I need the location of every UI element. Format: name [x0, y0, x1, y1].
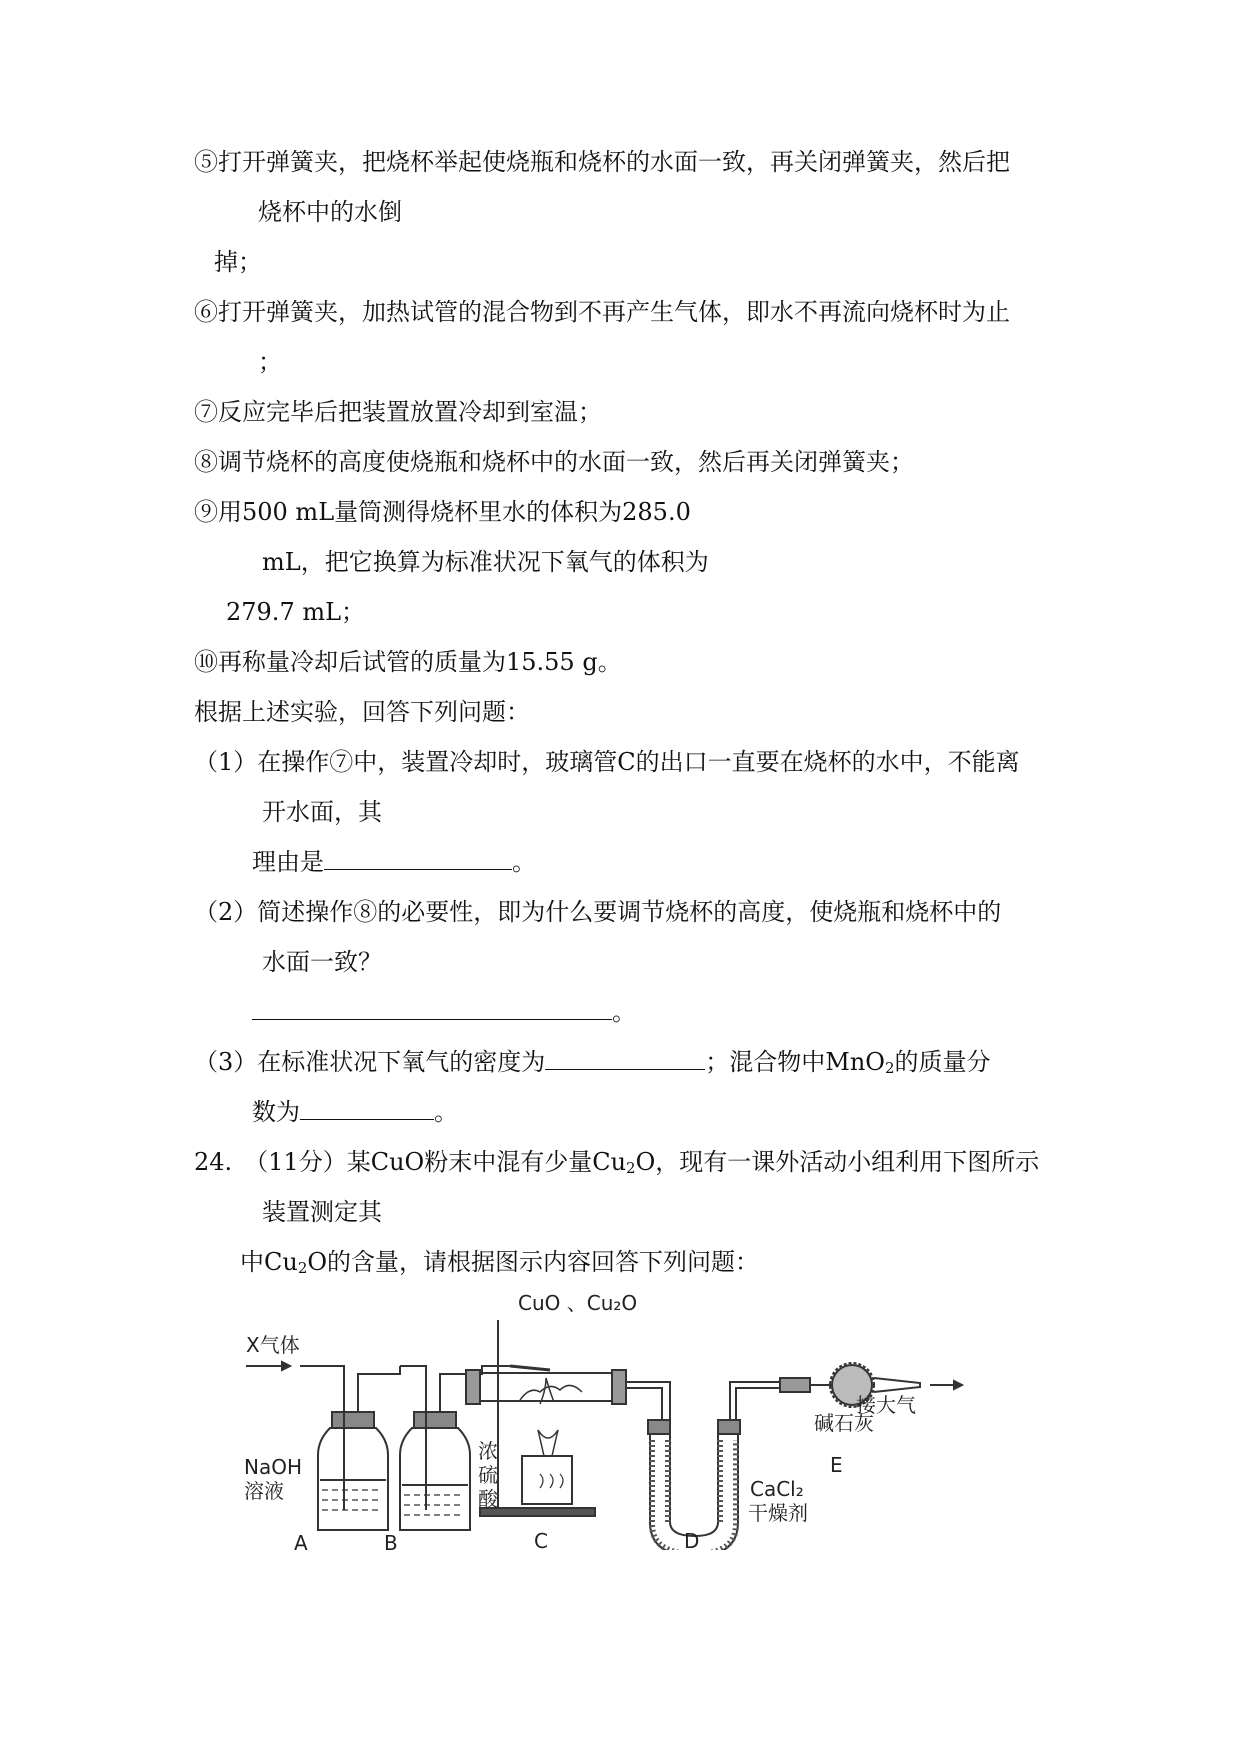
step-5-line-2: 烧杯中的水倒	[258, 198, 402, 226]
subscript: 2	[626, 1159, 636, 1177]
period: 。	[512, 848, 536, 876]
step-5-line-3: 掉；	[214, 248, 262, 276]
question-3-fraction-label: 数为	[252, 1098, 300, 1126]
question-3-line-1	[194, 1047, 991, 1077]
question-2-line-1: （2）简述操作⑧的必要性，即为什么要调节烧杯的高度，使烧瓶和烧杯中的	[194, 898, 1002, 926]
subscript: 2	[297, 1259, 308, 1277]
label-naoh-solution: 溶液	[244, 1479, 284, 1503]
answer-blank-3[interactable]	[545, 1047, 705, 1070]
label-d: D	[684, 1529, 700, 1550]
question-1-line-1: （1）在操作⑦中，装置冷却时，玻璃管C的出口一直要在烧杯的水中，不能离	[194, 748, 1020, 776]
step-8: ⑧调节烧杯的高度使烧瓶和烧杯中的水面一致，然后再关闭弹簧夹；	[194, 448, 914, 476]
step-5-line-1: ⑤打开弹簧夹，把烧杯举起使烧瓶和烧杯的水面一致，再关闭弹簧夹，然后把	[194, 148, 1010, 176]
step-6-line-2: ；	[258, 348, 282, 376]
label-b: B	[384, 1531, 398, 1550]
question-1-line-3	[252, 847, 536, 877]
period: 。	[612, 998, 636, 1026]
label-cuo-cu2o: CuO 、Cu₂O	[518, 1291, 638, 1315]
question-3-mass-label: 的质量分	[894, 1048, 991, 1076]
problem-24-text: 中Cu	[240, 1248, 298, 1276]
label-c: C	[534, 1529, 548, 1550]
answer-blank-2[interactable]	[252, 997, 612, 1020]
label-x-gas: X气体	[246, 1333, 300, 1357]
answer-blank-1[interactable]	[324, 847, 512, 870]
answer-blank-4[interactable]	[300, 1097, 434, 1120]
apparatus-diagram	[240, 1280, 1040, 1550]
label-drying-agent: 干燥剂	[748, 1501, 808, 1525]
label-conc-2: 硫	[478, 1463, 498, 1487]
questions-intro: 根据上述实验，回答下列问题：	[194, 698, 530, 726]
problem-24-line-3	[240, 1247, 759, 1277]
rubber-tube	[510, 1366, 550, 1370]
label-naoh: NaOH	[244, 1455, 302, 1479]
problem-24-text: O，现有一课外活动小组利用下图所示	[635, 1148, 1040, 1176]
arrow-head-icon	[282, 1362, 290, 1370]
step-10: ⑩再称量冷却后试管的质量为15.55 g。	[194, 648, 622, 676]
label-conc-3: 酸	[478, 1487, 498, 1511]
problem-24-text: O的含量，请根据图示内容回答下列问题：	[307, 1248, 760, 1276]
period: 。	[434, 1098, 458, 1126]
arrow-head-icon	[954, 1381, 962, 1389]
label-to-air: 接大气	[856, 1393, 916, 1417]
connecting-tube	[626, 1388, 662, 1420]
label-cacl2: CaCl₂	[750, 1477, 804, 1501]
problem-24-line-2: 装置测定其	[262, 1198, 382, 1226]
step-7: ⑦反应完毕后把装置放置冷却到室温；	[194, 398, 602, 426]
step-9-line-1: ⑨用500 mL量筒测得烧杯里水的体积为285.0	[194, 498, 691, 526]
label-a: A	[294, 1531, 308, 1550]
bottle-a	[300, 1366, 400, 1530]
problem-24-text: 24. （11分）某CuO粉末中混有少量Cu	[194, 1148, 627, 1176]
step-6-line-1: ⑥打开弹簧夹，加热试管的混合物到不再产生气体，即水不再流向烧杯时为止	[194, 298, 1010, 326]
step-9-line-3: 279.7 mL；	[226, 598, 366, 626]
question-2-line-2: 水面一致？	[262, 948, 382, 976]
label-conc-1: 浓	[478, 1439, 498, 1463]
question-1-reason-label: 理由是	[252, 848, 324, 876]
question-3-line-2	[252, 1097, 458, 1127]
subscript: 2	[885, 1059, 895, 1077]
problem-24-line-1	[194, 1147, 1039, 1177]
question-2-line-3	[252, 997, 636, 1027]
question-3-mno2-label: ；混合物中MnO	[705, 1048, 885, 1076]
label-soda-lime: 碱石灰	[814, 1411, 874, 1435]
question-3-density-label: （3）在标准状况下氧气的密度为	[194, 1048, 546, 1076]
question-1-line-2: 开水面，其	[262, 798, 382, 826]
label-e: E	[830, 1453, 843, 1477]
step-9-line-2: mL，把它换算为标准状况下氧气的体积为	[262, 548, 709, 576]
